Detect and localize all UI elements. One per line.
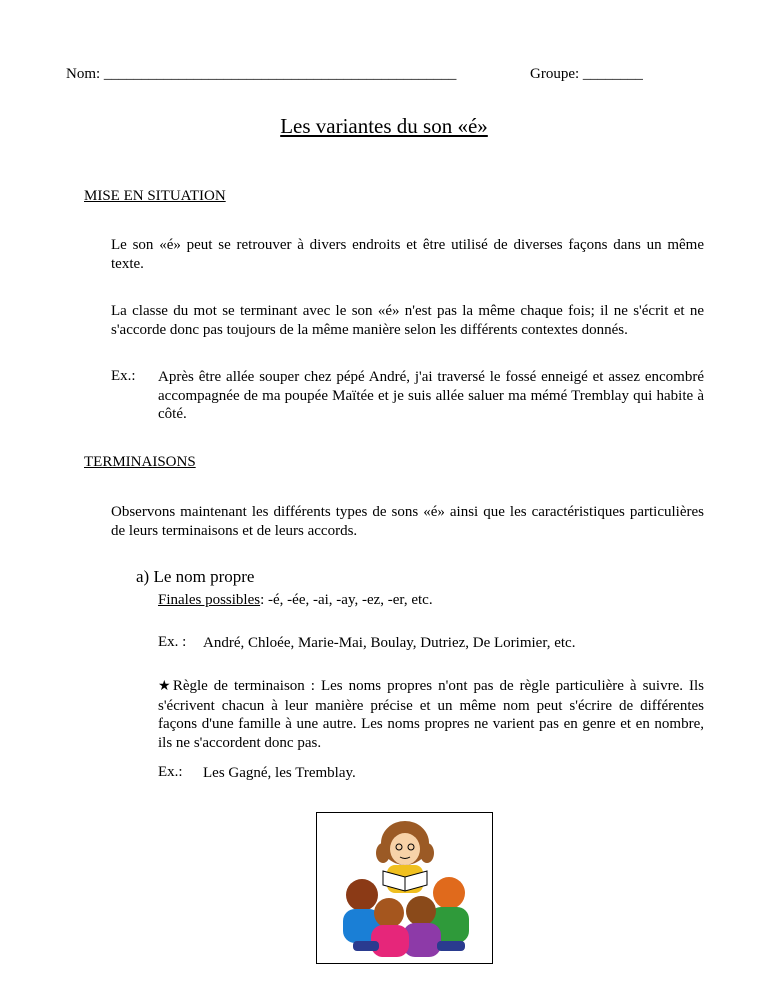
example-label: Ex.: — [111, 368, 136, 384]
name-blank: _______________________________________________ — [103, 66, 457, 82]
finales-line — [158, 592, 433, 609]
example-names: André, Chloée, Marie-Mai, Boulay, Dutriez, De Lorimier, etc. — [203, 635, 576, 651]
finales-values: : -é, -ée, -ai, -ay, -ez, -er, etc. — [260, 592, 433, 608]
section-heading-mise-en-situation: MISE EN SITUATION — [84, 188, 226, 204]
star-icon: ★ — [158, 679, 173, 694]
terminaisons-paragraph: Observons maintenant les différents types de sons «é» ainsi que les caractéristiques particulières de leurs terminaisons et de leurs accords. — [111, 504, 704, 539]
group-blank: ________ — [582, 66, 643, 82]
subsection-heading-nom-propre: a) Le nom propre — [136, 567, 255, 586]
name-label: Nom: — [66, 66, 101, 82]
group-label: Groupe: — [530, 66, 580, 82]
finales-label: Finales possibles — [158, 592, 261, 608]
teacher-reading-illustration — [316, 812, 493, 964]
example-sentence: Après être allée souper chez pépé André, j'ai traversé le fossé enneigé et assez encombré accompagnée de ma poupée Maïtée et je suis allée saluer ma mémé Tremblay qui habite à côté. — [158, 369, 704, 423]
name-field — [66, 66, 456, 83]
example-label-nom-propre: Ex. : — [158, 634, 187, 650]
example-plural: Les Gagné, les Tremblay. — [203, 765, 356, 781]
rule-paragraph — [158, 677, 704, 752]
group-field — [530, 66, 643, 83]
teacher-reading-to-children-icon — [317, 813, 492, 963]
class-paragraph: La classe du mot se terminant avec le son «é» n'est pas la même chaque fois; il ne s'écrit et ne s'accorde donc pas toujours de la même manière selon les différents contextes donnés. — [111, 303, 704, 338]
page-title: Les variantes du son «é» — [280, 114, 488, 138]
intro-paragraph: Le son «é» peut se retrouver à divers endroits et être utilisé de diverses façons dans un même texte. — [111, 237, 704, 272]
rule-text: Règle de terminaison : Les noms propres n'ont pas de règle particulière à suivre. Ils s'écrivent chacun à leur manière précise et un même nom peut s'écrire de différentes façons d'une famille à une autre. Les noms propres ne varient pas en genre et en nombre, ils ne s'accordent donc pas. — [158, 678, 704, 751]
example-label-plural: Ex.: — [158, 764, 183, 780]
section-heading-terminaisons: TERMINAISONS — [84, 454, 196, 470]
